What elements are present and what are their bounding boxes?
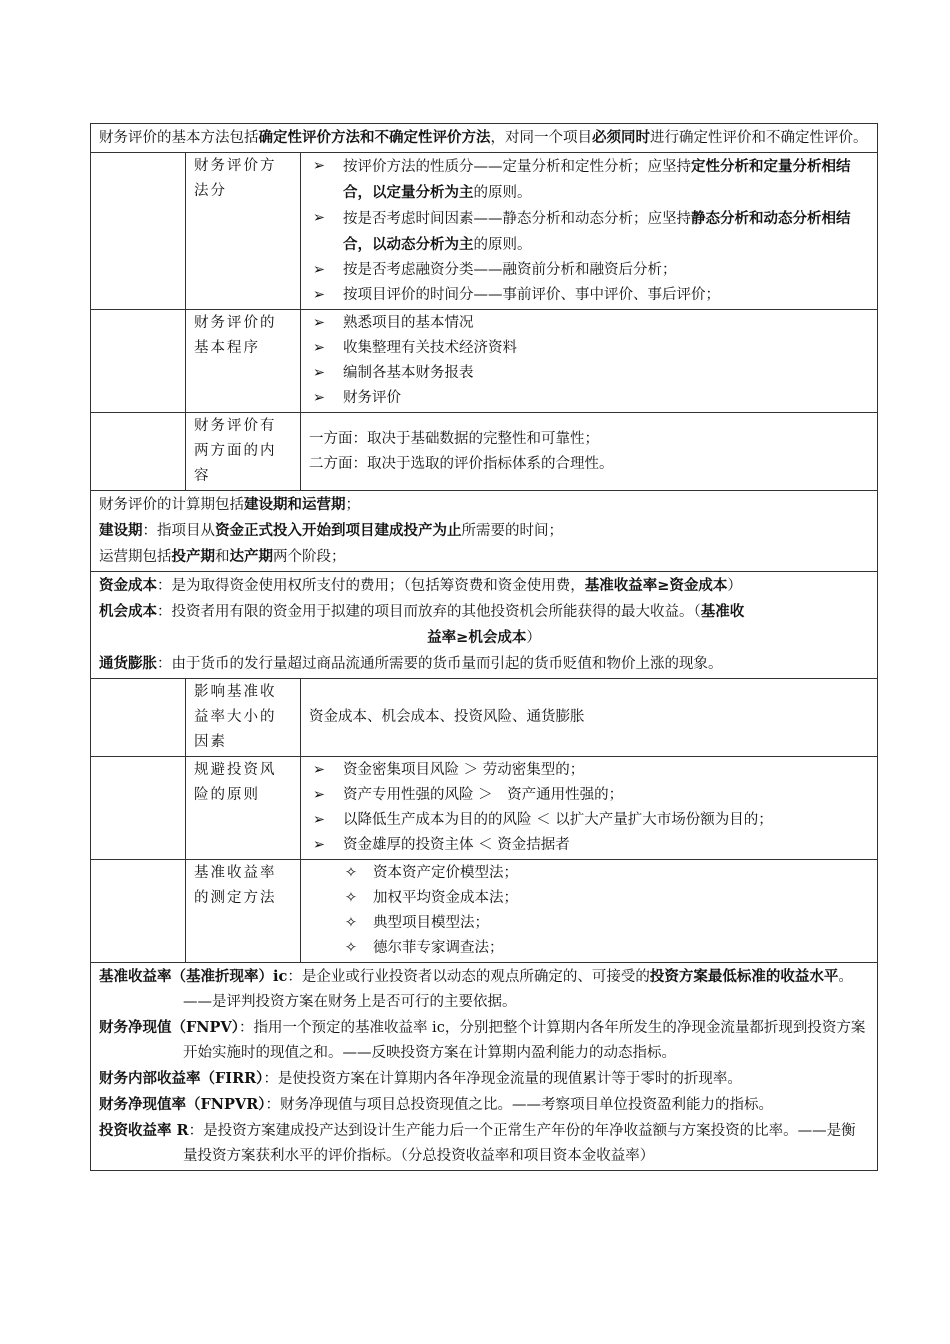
- paragraph: [99, 544, 869, 570]
- table-row: [91, 413, 878, 491]
- arrow-bullet-icon: ➢: [312, 210, 326, 226]
- document-page: [90, 123, 877, 1171]
- text-bold: 确定性评价方法和不确定性评价方法: [258, 129, 491, 146]
- definition-item: [99, 1118, 869, 1169]
- arrow-bullet-icon: ➢: [312, 762, 326, 778]
- table-row: [91, 124, 878, 153]
- text: 和: [215, 549, 230, 565]
- text: 的原则。: [473, 185, 532, 201]
- list-item: [341, 936, 869, 961]
- list-item: [309, 833, 869, 858]
- indicator-definitions-cell: [91, 963, 878, 1171]
- text: 熟悉项目的基本情况: [343, 315, 474, 331]
- text: ：是使投资方案在计算期内各年净现金流量的现值累计等于零时的折现率。: [263, 1071, 742, 1087]
- text-bold: 财务内部收益率（FIRR）: [99, 1070, 264, 1087]
- list-item: [309, 758, 869, 783]
- text: ：指项目从: [142, 523, 215, 539]
- text-bold: 资金成本: [99, 577, 157, 594]
- diamond-bullet-icon: ✧: [344, 915, 358, 931]
- basic-procedure-list: [301, 310, 878, 413]
- definition-item: [99, 964, 869, 1015]
- text: 运营期包括: [99, 549, 172, 565]
- table-row: [91, 860, 878, 963]
- list-item: [341, 861, 869, 886]
- list-item: [309, 311, 869, 336]
- empty-cell: [91, 310, 186, 413]
- diamond-bullet-icon: ✧: [344, 865, 358, 881]
- text: 财务评价的计算期包括: [99, 497, 244, 513]
- table-row: [91, 757, 878, 860]
- list-item: [341, 886, 869, 911]
- text-bold: 投资方案最低标准的收益水平: [649, 968, 839, 985]
- text: ：是投资方案建成投产达到设计生产能力后一个正常生产年份的年净收益额与方案投资的比率。——是衡量投资方案获利水平的评价指标。（分总投资收益率和项目资本金收益率）: [183, 1123, 856, 1164]
- text: 按是否考虑融资分类——融资前分析和融资后分析；: [343, 262, 677, 278]
- table-row: [91, 310, 878, 413]
- arrow-bullet-icon: ➢: [312, 787, 326, 803]
- two-aspects-label: 财务评价有两方面的内容: [186, 413, 301, 491]
- paragraph: [99, 492, 869, 518]
- method-classification-label: 财务评价方法分: [186, 153, 301, 310]
- text: 以降低生产成本为目的的风险 ＜ 以扩大产量扩大市场份额为目的；: [343, 812, 773, 828]
- text-bold: 益率≥机会成本: [427, 629, 527, 646]
- text-bold: 财务净现值率（FNPVR）: [99, 1096, 266, 1113]
- text-bold: 定性分析和定量分析相结合，以定量分析为主: [343, 158, 851, 201]
- text: ：是企业或行业投资者以动态的观点所确定的、可接受的: [287, 969, 650, 985]
- list-item: [309, 258, 869, 283]
- list-item: [309, 283, 869, 308]
- text-bold: 资金正式投入开始到项目建成投产为止: [215, 522, 462, 539]
- text: ：财务净现值与项目总投资现值之比。——考察项目单位投资盈利能力的指标。: [265, 1097, 774, 1113]
- list-item: [309, 336, 869, 361]
- list-item: [309, 783, 869, 808]
- text-bold: 投资收益率 R: [99, 1122, 189, 1139]
- measurement-methods-label: 基准收益率的测定方法: [186, 860, 301, 963]
- two-aspects-content: [301, 413, 878, 491]
- list-item: [309, 361, 869, 386]
- text: 所需要的时间；: [461, 523, 563, 539]
- text: 两个阶段；: [273, 549, 346, 565]
- paragraph: [99, 518, 869, 544]
- paragraph: [99, 625, 869, 651]
- paragraph: [99, 651, 869, 677]
- text-bold: 财务净现值（FNPV）: [99, 1019, 239, 1036]
- arrow-bullet-icon: ➢: [312, 812, 326, 828]
- text-bold: 建设期: [99, 522, 143, 539]
- text: 加权平均资金成本法；: [373, 890, 518, 906]
- definition-item: [99, 1015, 869, 1066]
- risk-avoidance-label: 规避投资风险的原则: [186, 757, 301, 860]
- list-item: [309, 154, 869, 206]
- table-row: [91, 491, 878, 572]
- text: 资金密集项目风险 ＞ 劳动密集型的；: [343, 762, 585, 778]
- text: 的原则。: [473, 237, 532, 253]
- text: 资金雄厚的投资主体 ＜ 资金拮据者: [343, 837, 570, 853]
- text: ：是为取得资金使用权所支付的费用；（包括筹资费和资金使用费，: [157, 578, 585, 594]
- basic-methods-cell: [91, 124, 878, 153]
- text: 。——是评判投资方案在财务上是否可行的主要依据。: [183, 969, 853, 1010]
- table-row: [91, 572, 878, 679]
- risk-avoidance-list: [301, 757, 878, 860]
- arrow-bullet-icon: ➢: [312, 340, 326, 356]
- notes-table: [90, 123, 878, 1171]
- text: ：指用一个预定的基准收益率 ic，分别把整个计算期内各年所发生的净现金流量都折现到投资方案开始实施时的现值之和。——反映投资方案在计算期内盈利能力的动态指标。: [183, 1020, 866, 1061]
- list-item: [309, 386, 869, 411]
- list-item: [309, 206, 869, 258]
- list-item: [309, 808, 869, 833]
- arrow-bullet-icon: ➢: [312, 158, 326, 174]
- text: 二方面：取决于选取的评价指标体系的合理性。: [309, 455, 614, 472]
- measurement-methods-list: [301, 860, 878, 963]
- arrow-bullet-icon: ➢: [312, 390, 326, 406]
- text-bold: 投产期: [171, 548, 215, 565]
- text: 一方面：取决于基础数据的完整性和可靠性；: [309, 430, 599, 447]
- arrow-bullet-icon: ➢: [312, 365, 326, 381]
- text-bold: 基准收: [700, 603, 745, 620]
- text-bold: 静态分析和动态分析相结合，以动态分析为主: [343, 210, 851, 253]
- text: 按评价方法的性质分——定量分析和定性分析；应坚持: [343, 159, 691, 175]
- empty-cell: [91, 679, 186, 757]
- text-bold: 基准收益率（基准折现率）ic: [99, 968, 288, 985]
- calculation-period-cell: [91, 491, 878, 572]
- paragraph: [99, 599, 869, 625]
- text: 德尔菲专家调查法；: [373, 940, 504, 956]
- text: 收集整理有关技术经济资料: [343, 340, 517, 356]
- text-bold: 通货膨胀: [99, 655, 157, 672]
- text: 典型项目模型法；: [373, 915, 489, 931]
- diamond-bullet-icon: ✧: [344, 940, 358, 956]
- text: ：由于货币的发行量超过商品流通所需要的货币量而引起的货币贬值和物价上涨的现象。: [157, 656, 723, 672]
- text-bold: 机会成本: [99, 603, 157, 620]
- text: 资产专用性强的风险 ＞ 资产通用性强的；: [343, 787, 624, 803]
- text: 编制各基本财务报表: [343, 365, 474, 381]
- diamond-bullet-icon: ✧: [344, 890, 358, 906]
- cost-definitions-cell: [91, 572, 878, 679]
- arrow-bullet-icon: ➢: [312, 287, 326, 303]
- text: ）: [526, 630, 541, 646]
- table-row: [91, 963, 878, 1171]
- empty-cell: [91, 413, 186, 491]
- list-item: [341, 911, 869, 936]
- arrow-bullet-icon: ➢: [312, 262, 326, 278]
- text: ）: [727, 578, 742, 594]
- basic-procedure-label: 财务评价的基本程序: [186, 310, 301, 413]
- text: ，对同一个项目: [490, 130, 592, 146]
- empty-cell: [91, 153, 186, 310]
- text: ：投资者用有限的资金用于拟建的项目而放弃的其他投资机会所能获得的最大收益。（: [157, 604, 701, 620]
- text: 按是否考虑时间因素——静态分析和动态分析；应坚持: [343, 211, 691, 227]
- arrow-bullet-icon: ➢: [312, 315, 326, 331]
- empty-cell: [91, 757, 186, 860]
- text: 进行确定性评价和不确定性评价。: [650, 130, 868, 146]
- method-classification-list: [301, 153, 878, 310]
- factors-label: 影响基准收益率大小的因素: [186, 679, 301, 757]
- text: 资本资产定价模型法；: [373, 865, 518, 881]
- text: 按项目评价的时间分——事前评价、事中评价、事后评价；: [343, 287, 720, 303]
- text: 财务评价: [343, 390, 401, 406]
- text: 财务评价的基本方法包括: [99, 130, 259, 146]
- text-bold: 建设期和运营期: [244, 496, 346, 513]
- factors-content: 资金成本、机会成本、投资风险、通货膨胀: [301, 679, 878, 757]
- table-row: [91, 679, 878, 757]
- table-row: [91, 153, 878, 310]
- arrow-bullet-icon: ➢: [312, 837, 326, 853]
- paragraph: [99, 573, 869, 599]
- definition-item: [99, 1092, 869, 1118]
- text-bold: 基准收益率≥资金成本: [584, 577, 728, 594]
- definition-item: [99, 1066, 869, 1092]
- empty-cell: [91, 860, 186, 963]
- text-bold: 必须同时: [592, 129, 650, 146]
- text: ；: [345, 497, 360, 513]
- text-bold: 达产期: [229, 548, 273, 565]
